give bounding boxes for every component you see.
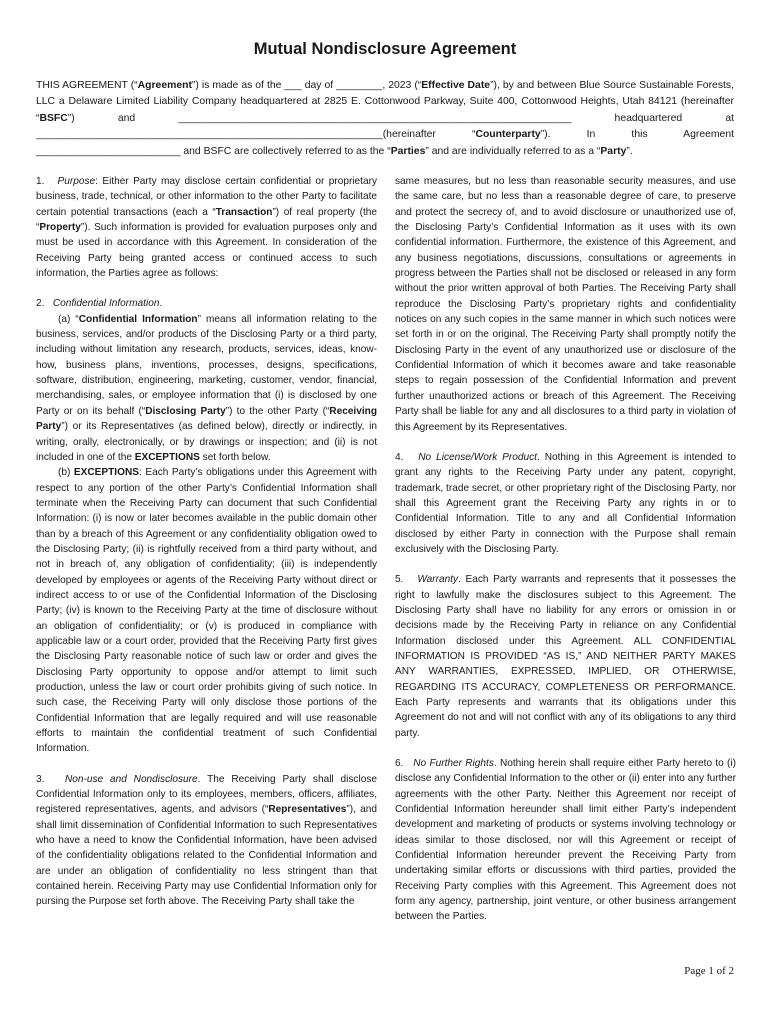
section-text: ”) or its Representatives (as defined below), directly or indirectly, in writing, orally, electronically, or by drawings or inspection; and (ii) is not included in one of the — [36, 421, 377, 463]
section-text: . Nothing herein shall require either Party hereto to (i) disclose any Confidential Information to the other or (ii) enter into any further agreements with the other Party. Neither this Agreement nor receipt of Confidential Information hereunder shall limit either Party’s independent development and marketing of products or systems involving technology or ideas similar to those disclosed, nor will this Agreement or receipt of Confidential Information hereunder prevent the Receiving Party from undertaking similar efforts or discussions with third parties, provided the Receiving Party complies with this Agreement. This Agreement does not form any agency, partnership, joint venture, or other business arrangement between the Parties. — [395, 758, 737, 923]
section-non-use-continued: same measures, but no less than reasonable security measures, and use the same care, but no less than a reasonable degree of care, to preserve and protect the secrecy of, and to avoid disclosure or unauthorized use of, the Disclosing Party’s Confidential Information as it uses with its own confidential information. Furthermore, the existence of this Agreement, and any business negotiations, discussions, consultations or agreements in progress between the Parties shall not be disclosed or released in any form without the prior written approval of both Parties. The Receiving Party shall reproduce the Disclosing Party’s proprietary rights and confidentiality notices on any such copies in the same manner in which such notices were set forth in or on the original. The Receiving Party shall promptly notify the Disclosing Party in the event of any unauthorized use or disclosure of the Confidential Information of which it becomes aware and take reasonable steps to regain possession of the Confidential Information and prevent further unauthorized actions or breach of this Agreement. The Receiving Party shall be liable for any and all disclosures to a third party in violation of this Agreement by its Representatives. — [395, 176, 736, 433]
section-heading: Non-use and Nondisclosure — [64, 773, 198, 785]
section-text: ”) to the other Party (“ — [225, 405, 330, 417]
defined-term: Property — [39, 222, 81, 234]
section-number: 1. — [36, 176, 45, 187]
section-text: . Nothing in this Agreement is intended to grant any rights to the Receiving Party under any patent, copyright, trademark, trade secret, or other proprietary right of the Disclosing Party, nor shall this Agreement grant the Receiving Party any rights in or to Confidential Information. Title to any and all Confidential Information disclosed by either Party in connection with the Purpose shall remain exclusively with the Disclosing Party. — [395, 451, 736, 555]
defined-term: Transaction — [215, 206, 273, 218]
defined-term: Agreement — [137, 80, 192, 91]
section-text: ”) of real property (the “ — [36, 206, 377, 234]
defined-term: Effective Date — [421, 80, 491, 91]
section-non-use — [36, 772, 377, 910]
section-number: 3. — [36, 773, 45, 785]
section-no-license — [395, 450, 736, 557]
section-warranty — [395, 572, 736, 741]
section-heading: No License/Work Product — [418, 451, 537, 463]
intro-text: THIS AGREEMENT (“ — [36, 80, 138, 91]
section-heading: No Further Rights — [413, 758, 494, 770]
section-confidential-information — [36, 296, 377, 311]
section-text: . Each Party warrants and represents that it possesses the right to lawfully make the disclosures subject to this Agreement. The Disclosing Party shall have no liability for any errors or omission in or decisions made by the Receiving Party in reliance on any Confidential Information disclosed under this Agreement. ALL CONFIDENTIAL INFORMATION IS PROVIDED “AS IS,” AND NEITHER PARTY MAKES ANY WARRANTIES, EXPRESSED, IMPLIED, OR OTHERWISE, REGARDING ITS ACCURACY, COMPLETENESS OR PERFORMANCE. Each Party represents and warrants that its obligations under this Agreement do not and will not conflict with any of its obligations to any third party. — [395, 574, 736, 739]
section-text: ”), and shall limit dissemination of Confidential Information to such Representatives who have a need to know the Confidential Information, have been advised of the confidentiality obligations related to the Confidential Information and are under an obligation of confidentiality no less stringent than that contained herein. Receiving Party may use Confidential Information only for pursing the Purpose set forth above. The Receiving Party shall take the — [36, 804, 377, 908]
defined-term: BSFC — [39, 112, 68, 124]
section-number: 2. — [36, 298, 45, 310]
section-text: ” means all information relating to the business, services, and/or products of the Disclosing Party or a third party, including without limitation any research, products, services, ideas, know-how, business plans, inventions, processes, designs, specifications, software, distribution, engineering, marketing, customer, vendor, financial, merchandising, sales, or employee information that (i) is disclosed by one Party or on its behalf (“ — [36, 313, 377, 417]
page-title: Mutual Nondisclosure Agreement — [253, 40, 517, 58]
intro-paragraph — [36, 78, 734, 160]
defined-term: Parties — [390, 145, 426, 157]
section-text: . — [159, 298, 163, 310]
intro-text: ” and are individually referred to as a “ — [425, 145, 601, 157]
defined-term: EXCEPTIONS — [134, 451, 200, 463]
section-heading: Confidential Information — [52, 298, 160, 310]
section-text: : Either Party may disclose certain confidential or proprietary business, trade, technical, or other information to the other Party to facilitate certain potential transactions (each a “ — [36, 176, 377, 218]
intro-text: ”) and ____________________________________________________________________ headquartered at ____________________________________________________________(hereinafter “ — [36, 112, 734, 141]
section-number: 5. — [395, 574, 404, 586]
defined-term: Counterparty — [475, 129, 541, 141]
defined-term: Confidential Information — [78, 313, 198, 325]
right-column — [395, 174, 736, 940]
subsection-b — [36, 465, 377, 757]
subsection-label: (b) — [58, 467, 74, 479]
intro-text: ”) is made as of the ___ day of ________, 2023 (“ — [191, 80, 422, 91]
section-number: 6. — [395, 758, 404, 770]
defined-term: Party — [600, 145, 627, 157]
section-purpose — [36, 174, 377, 281]
left-column — [36, 174, 377, 910]
intro-text: ”. — [626, 145, 633, 157]
intro-text: ”). In this Agreement _________________________ and BSFC are collectively referred to as the “ — [36, 129, 734, 157]
page-number: Page 1 of 2 — [684, 965, 734, 977]
section-text: set forth below. — [199, 451, 271, 463]
section-heading: Purpose — [57, 176, 96, 187]
defined-term: EXCEPTIONS — [73, 467, 139, 479]
defined-term: Disclosing Party — [145, 405, 226, 417]
subsection-a — [36, 312, 377, 465]
defined-term: Representatives — [268, 804, 347, 816]
subsection-label: (a) “ — [58, 313, 79, 325]
section-number: 4. — [395, 451, 404, 463]
section-heading: Warranty — [417, 574, 459, 586]
section-no-further-rights — [395, 756, 736, 925]
defined-term: Receiving Party — [36, 405, 377, 433]
intro-text: ”), by and between Blue Source Sustainable Forests, LLC a Delaware Limited Liability Company headquartered at 2825 E. Cottonwood Parkway, Suite 400, Cottonwood Heights, Utah 84121 (hereinafter “ — [36, 80, 734, 124]
section-text: : Each Party’s obligations under this Agreement with respect to any portion of the other Party’s Confidential Information shall terminate when the Receiving Party can document that such Confidential Information: (i) is now or later becomes available in the public domain other than by a breach of this Agreement or any confidentiality obligation owed to the Disclosing Party; (ii) is rightfully received from a third party without, and not in breach of, any obligation of confidentiality; (iii) is independently developed by employees or agents of the Receiving Party without direct or indirect access to or use of the Confidential Information of the Disclosing Party; (iv) is known to the Receiving Party at the time of disclosure without an obligation of confidentiality; or (v) is produced in compliance with applicable law or a court order, provided that the Receiving Party first gives the Disclosing Party reasonable notice of such law or order and gives the Disclosing Party opportunity to oppose and/or attempt to limit such production, unless the law or court order prohibits giving of such notice. In such case, the Receiving Party will only disclose those portions of the Confidential Information that are legally required and will use reasonable efforts to maintain the confidential treatment of such Confidential Information. — [36, 467, 377, 755]
section-text: . The Receiving Party shall disclose Confidential Information only to its employees, members, officers, affiliates, registered representatives, agents, and advisors (“ — [36, 773, 377, 816]
section-text: ”). Such information is provided for evaluation purposes only and must be used in accordance with this Agreement. In consideration of the Receiving Party being granted access or continued access to such information, the Parties agree as follows: — [36, 222, 377, 280]
